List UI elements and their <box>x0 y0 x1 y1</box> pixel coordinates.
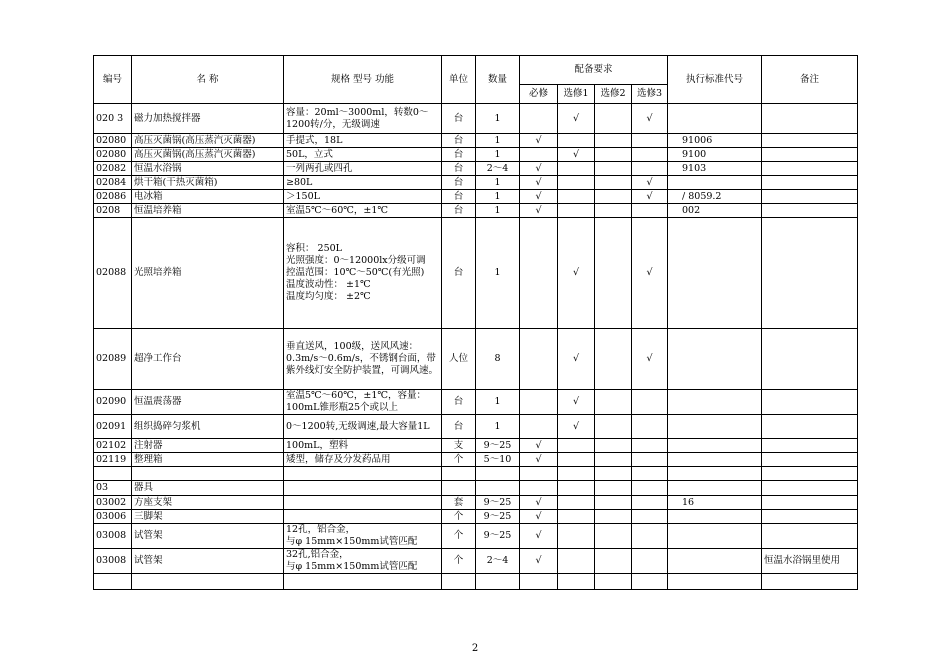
header-opt2: 选修2 <box>595 85 632 104</box>
header-name: 名 称 <box>132 56 284 104</box>
row-opt3 <box>632 204 668 218</box>
row-spec: ≥80L <box>284 176 442 190</box>
row-opt3 <box>632 510 668 524</box>
row-opt2 <box>595 510 632 524</box>
row-opt3 <box>632 390 668 415</box>
row-must: √ <box>520 176 558 190</box>
row-unit: 台 <box>442 204 476 218</box>
row-spec: 手提式，18L <box>284 134 442 148</box>
row-qty: 9～25 <box>476 496 520 510</box>
header-std: 执行标准代号 <box>668 56 762 104</box>
row-note <box>762 439 858 453</box>
row-qty: 1 <box>476 104 520 134</box>
row-std <box>668 467 762 481</box>
row-name: 恒温培养箱 <box>132 204 284 218</box>
row-opt1 <box>558 481 595 496</box>
row-name: 试管架 <box>132 524 284 549</box>
row-must <box>520 481 558 496</box>
row-qty: 5～10 <box>476 453 520 467</box>
row-unit: 支 <box>442 439 476 453</box>
row-opt2 <box>595 104 632 134</box>
row-name: 高压灭菌锅(高压蒸汽灭菌器) <box>132 134 284 148</box>
table-row <box>94 190 858 204</box>
table-row <box>94 218 858 329</box>
row-opt1 <box>558 176 595 190</box>
row-opt1: √ <box>558 329 595 390</box>
row-opt2 <box>595 390 632 415</box>
row-unit: 人位 <box>442 329 476 390</box>
row-opt2 <box>595 439 632 453</box>
row-std <box>668 524 762 549</box>
row-opt3 <box>632 549 668 574</box>
row-name: 恒温水浴锅 <box>132 162 284 176</box>
row-opt3 <box>632 524 668 549</box>
row-opt1: √ <box>558 415 595 439</box>
row-qty <box>476 467 520 481</box>
row-opt2 <box>595 496 632 510</box>
row-spec <box>284 496 442 510</box>
row-spec: 一列两孔或四孔 <box>284 162 442 176</box>
row-opt1 <box>558 467 595 481</box>
row-opt1 <box>558 439 595 453</box>
row-opt1 <box>558 162 595 176</box>
row-opt1 <box>558 496 595 510</box>
row-opt1: √ <box>558 390 595 415</box>
row-spec <box>284 510 442 524</box>
row-opt1: √ <box>558 148 595 162</box>
row-num: 02102 <box>94 439 132 453</box>
table-row <box>94 390 858 415</box>
row-opt2 <box>595 574 632 590</box>
row-num: 02088 <box>94 218 132 329</box>
row-name: 试管架 <box>132 549 284 574</box>
row-opt2 <box>595 176 632 190</box>
row-note <box>762 218 858 329</box>
row-opt3 <box>632 467 668 481</box>
row-std <box>668 176 762 190</box>
row-opt3: √ <box>632 190 668 204</box>
row-must <box>520 104 558 134</box>
row-unit <box>442 467 476 481</box>
row-num: 03008 <box>94 549 132 574</box>
row-std: 002 <box>668 204 762 218</box>
row-spec <box>284 481 442 496</box>
table-row <box>94 162 858 176</box>
row-must: √ <box>520 549 558 574</box>
row-qty: 1 <box>476 148 520 162</box>
row-name: 恒温震荡器 <box>132 390 284 415</box>
row-opt2 <box>595 524 632 549</box>
row-name: 整理箱 <box>132 453 284 467</box>
row-spec: 0～1200转,无级调速,最大容量1L <box>284 415 442 439</box>
row-spec: 室温5℃～60℃，±1℃，容量：100mL锥形瓶25个或以上 <box>284 390 442 415</box>
row-opt1 <box>558 524 595 549</box>
row-must <box>520 574 558 590</box>
row-qty: 9～25 <box>476 510 520 524</box>
row-opt3 <box>632 481 668 496</box>
row-must: √ <box>520 190 558 204</box>
row-qty: 1 <box>476 204 520 218</box>
row-std <box>668 218 762 329</box>
row-std <box>668 481 762 496</box>
row-qty: 1 <box>476 190 520 204</box>
row-spec <box>284 467 442 481</box>
header-unit: 单位 <box>442 56 476 104</box>
row-qty <box>476 481 520 496</box>
row-num: 0208 <box>94 204 132 218</box>
row-must <box>520 415 558 439</box>
row-unit: 台 <box>442 148 476 162</box>
row-num: 03 <box>94 481 132 496</box>
row-std <box>668 415 762 439</box>
row-unit: 个 <box>442 524 476 549</box>
row-spec: 32孔,铝合金， 与φ 15mm×150mm试管匹配 <box>284 549 442 574</box>
row-opt1 <box>558 453 595 467</box>
row-spec <box>284 574 442 590</box>
row-unit: 个 <box>442 549 476 574</box>
row-note <box>762 496 858 510</box>
row-opt1 <box>558 549 595 574</box>
row-std <box>668 329 762 390</box>
row-spec: 容积： 250L 光照强度：0～12000lx分级可调 控温范围：10℃～50℃(有光照) 温度波动性： ±1℃ 温度均匀度： ±2℃ <box>284 218 442 329</box>
row-opt1: √ <box>558 218 595 329</box>
row-std <box>668 574 762 590</box>
row-spec: ＞150L <box>284 190 442 204</box>
row-name: 磁力加热搅拌器 <box>132 104 284 134</box>
row-name: 电冰箱 <box>132 190 284 204</box>
row-name <box>132 574 284 590</box>
table-row <box>94 415 858 439</box>
row-std: / 8059.2 <box>668 190 762 204</box>
header-qty: 数量 <box>476 56 520 104</box>
row-opt2 <box>595 549 632 574</box>
row-spec: 矮型，储存及分发药品用 <box>284 453 442 467</box>
row-opt3 <box>632 453 668 467</box>
row-num: 02091 <box>94 415 132 439</box>
row-unit: 台 <box>442 390 476 415</box>
row-opt2 <box>595 148 632 162</box>
table-row <box>94 510 858 524</box>
row-must: √ <box>520 510 558 524</box>
row-opt2 <box>595 162 632 176</box>
row-opt1 <box>558 204 595 218</box>
row-note <box>762 162 858 176</box>
row-note <box>762 176 858 190</box>
row-unit: 台 <box>442 134 476 148</box>
row-opt2 <box>595 204 632 218</box>
row-must: √ <box>520 524 558 549</box>
row-spec: 室温5℃～60℃，±1℃ <box>284 204 442 218</box>
row-name: 光照培养箱 <box>132 218 284 329</box>
row-unit: 套 <box>442 496 476 510</box>
row-qty: 1 <box>476 134 520 148</box>
row-num: 02080 <box>94 134 132 148</box>
row-name: 烘干箱(干热灭菌箱) <box>132 176 284 190</box>
row-opt3 <box>632 496 668 510</box>
row-unit: 台 <box>442 162 476 176</box>
row-spec: 垂直送风，100级，送风风速：0.3m/s～0.6m/s，不锈钢台面，带紫外线灯安全防护装置，可调风速。 <box>284 329 442 390</box>
row-name: 注射器 <box>132 439 284 453</box>
row-opt2 <box>595 218 632 329</box>
row-num: 02090 <box>94 390 132 415</box>
table-row <box>94 148 858 162</box>
table-row <box>94 574 858 590</box>
row-must <box>520 390 558 415</box>
row-must: √ <box>520 439 558 453</box>
row-qty: 9～25 <box>476 439 520 453</box>
row-std: 91006 <box>668 134 762 148</box>
row-opt3: √ <box>632 176 668 190</box>
row-unit <box>442 574 476 590</box>
row-std <box>668 510 762 524</box>
row-opt1 <box>558 190 595 204</box>
row-note <box>762 390 858 415</box>
header-num: 编号 <box>94 56 132 104</box>
row-note <box>762 510 858 524</box>
row-num: 02080 <box>94 148 132 162</box>
row-spec: 12孔，铝合金， 与φ 15mm×150mm试管匹配 <box>284 524 442 549</box>
row-num: 02086 <box>94 190 132 204</box>
row-num: 02084 <box>94 176 132 190</box>
row-num: 02082 <box>94 162 132 176</box>
row-opt1 <box>558 510 595 524</box>
row-unit: 台 <box>442 218 476 329</box>
row-opt1: √ <box>558 104 595 134</box>
table-row <box>94 176 858 190</box>
header-opt3: 选修3 <box>632 85 668 104</box>
row-opt3 <box>632 574 668 590</box>
header-opt1: 选修1 <box>558 85 595 104</box>
row-qty: 1 <box>476 218 520 329</box>
row-note <box>762 104 858 134</box>
row-unit <box>442 481 476 496</box>
row-opt2 <box>595 190 632 204</box>
row-opt2 <box>595 415 632 439</box>
table-row <box>94 453 858 467</box>
row-num <box>94 574 132 590</box>
header-group: 配备要求 <box>520 56 668 85</box>
table-row <box>94 467 858 481</box>
row-num: 02089 <box>94 329 132 390</box>
row-note <box>762 467 858 481</box>
row-num: 02119 <box>94 453 132 467</box>
row-note <box>762 190 858 204</box>
table-row <box>94 439 858 453</box>
row-opt1 <box>558 134 595 148</box>
table-row <box>94 496 858 510</box>
row-std <box>668 390 762 415</box>
row-note <box>762 524 858 549</box>
row-opt3: √ <box>632 218 668 329</box>
row-std <box>668 453 762 467</box>
row-note <box>762 574 858 590</box>
row-name: 组织捣碎匀浆机 <box>132 415 284 439</box>
table-row <box>94 134 858 148</box>
row-unit: 台 <box>442 415 476 439</box>
header-note: 备注 <box>762 56 858 104</box>
row-qty: 2～4 <box>476 549 520 574</box>
row-note <box>762 453 858 467</box>
row-must: √ <box>520 204 558 218</box>
table-row <box>94 204 858 218</box>
row-must <box>520 329 558 390</box>
row-qty: 1 <box>476 415 520 439</box>
row-unit: 个 <box>442 453 476 467</box>
row-opt2 <box>595 467 632 481</box>
row-unit: 台 <box>442 104 476 134</box>
row-must: √ <box>520 496 558 510</box>
row-std: 9103 <box>668 162 762 176</box>
row-opt3 <box>632 134 668 148</box>
row-opt3 <box>632 162 668 176</box>
row-num: 03008 <box>94 524 132 549</box>
row-name: 器具 <box>132 481 284 496</box>
row-note <box>762 134 858 148</box>
row-note <box>762 481 858 496</box>
row-opt1 <box>558 574 595 590</box>
row-spec: 100mL，塑料 <box>284 439 442 453</box>
row-unit: 台 <box>442 176 476 190</box>
row-spec: 容量：20ml～3000ml，转数0～1200转/分，无级调速 <box>284 104 442 134</box>
row-must: √ <box>520 162 558 176</box>
row-std <box>668 104 762 134</box>
table-row <box>94 524 858 549</box>
row-std <box>668 549 762 574</box>
row-qty: 2～4 <box>476 162 520 176</box>
row-std: 9100 <box>668 148 762 162</box>
row-note <box>762 204 858 218</box>
row-std <box>668 439 762 453</box>
row-opt3 <box>632 415 668 439</box>
row-opt2 <box>595 481 632 496</box>
row-opt2 <box>595 453 632 467</box>
row-name <box>132 467 284 481</box>
row-num: 020 3 <box>94 104 132 134</box>
row-qty <box>476 574 520 590</box>
row-qty: 1 <box>476 390 520 415</box>
row-num: 03006 <box>94 510 132 524</box>
row-note: 恒温水浴锅里使用 <box>762 549 858 574</box>
row-must <box>520 218 558 329</box>
row-qty: 9～25 <box>476 524 520 549</box>
row-qty: 1 <box>476 176 520 190</box>
row-name: 超净工作台 <box>132 329 284 390</box>
header-spec: 规格 型号 功能 <box>284 56 442 104</box>
row-opt3 <box>632 439 668 453</box>
row-opt2 <box>595 329 632 390</box>
table-row <box>94 329 858 390</box>
row-must <box>520 467 558 481</box>
table-row <box>94 104 858 134</box>
row-name: 三脚架 <box>132 510 284 524</box>
row-name: 方座支架 <box>132 496 284 510</box>
row-std: 16 <box>668 496 762 510</box>
row-note <box>762 415 858 439</box>
row-must: √ <box>520 134 558 148</box>
page-number: 2 <box>471 643 479 654</box>
table-body <box>94 104 858 590</box>
equipment-table <box>93 55 858 590</box>
row-must: √ <box>520 453 558 467</box>
row-name: 高压灭菌锅(高压蒸汽灭菌器) <box>132 148 284 162</box>
row-qty: 8 <box>476 329 520 390</box>
row-num <box>94 467 132 481</box>
row-unit: 台 <box>442 190 476 204</box>
row-opt3: √ <box>632 104 668 134</box>
table-row <box>94 481 858 496</box>
row-note <box>762 148 858 162</box>
row-must <box>520 148 558 162</box>
row-num: 03002 <box>94 496 132 510</box>
table-row <box>94 549 858 574</box>
row-opt2 <box>595 134 632 148</box>
row-note <box>762 329 858 390</box>
row-unit: 个 <box>442 510 476 524</box>
row-spec: 50L，立式 <box>284 148 442 162</box>
row-opt3: √ <box>632 329 668 390</box>
row-opt3 <box>632 148 668 162</box>
header-must: 必修 <box>520 85 558 104</box>
